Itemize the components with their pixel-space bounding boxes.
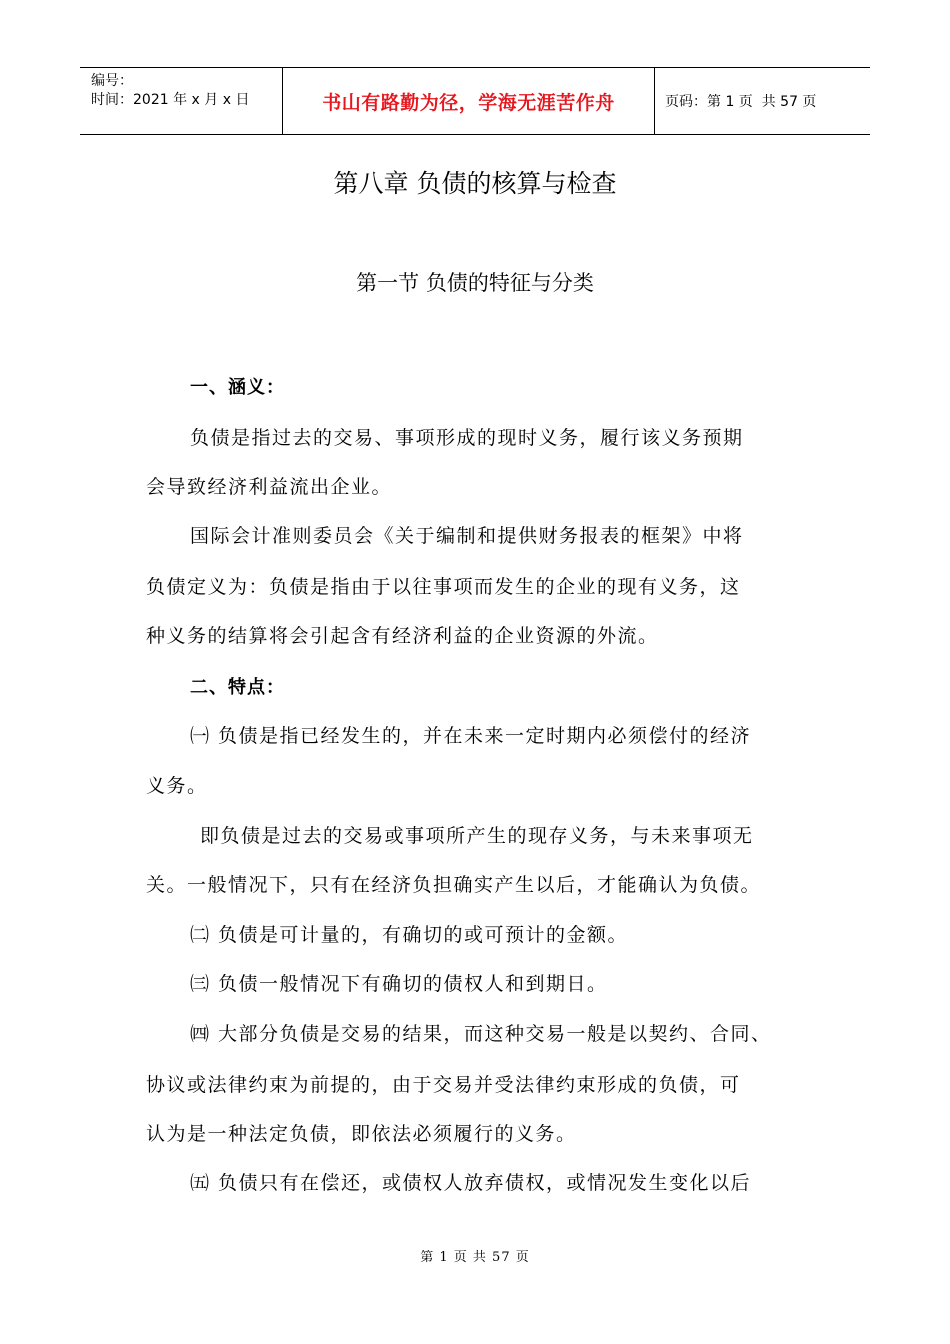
- list-item-line: 义务。: [146, 775, 208, 797]
- paragraph-line: 会导致经济利益流出企业。: [146, 476, 393, 498]
- header-date-label: 时间：2021 年 x 月 x 日: [91, 92, 250, 108]
- page-footer: 第 1 页 共 57 页: [420, 1250, 530, 1265]
- paragraph-line: 关。一般情况下，只有在经济负担确实产生以后，才能确认为负债。: [146, 874, 762, 896]
- paragraph-line: 负债是指过去的交易、事项形成的现时义务，履行该义务预期: [190, 427, 744, 449]
- document-header: [80, 67, 870, 135]
- list-item-line: ㈤ 负债只有在偿还，或债权人放弃债权，或情况发生变化以后: [190, 1172, 752, 1194]
- header-number-label: 编号：: [91, 73, 133, 89]
- paragraph-line: 种义务的结算将会引起含有经济利益的企业资源的外流。: [146, 625, 659, 647]
- list-item-line: ㈢ 负债一般情况下有确切的债权人和到期日。: [190, 973, 608, 995]
- paragraph-line: 国际会计准则委员会《关于编制和提供财务报表的框架》中将: [190, 525, 744, 547]
- heading-features: 二、特点：: [190, 677, 285, 698]
- list-item-line: ㈣ 大部分负债是交易的结果，而这种交易一般是以契约、合同、: [190, 1023, 772, 1045]
- heading-definition: 一、涵义：: [190, 377, 285, 398]
- header-meta: [80, 68, 283, 134]
- list-item-line: 认为是一种法定负债，即依法必须履行的义务。: [146, 1123, 577, 1145]
- chapter-title: 第八章 负债的核算与检查: [333, 169, 617, 198]
- list-item-line: ㈠ 负债是指已经发生的，并在未来一定时期内必须偿付的经济: [190, 725, 752, 747]
- header-page-info: [655, 68, 870, 134]
- list-item-line: ㈡ 负债是可计量的，有确切的或可预计的金额。: [190, 924, 629, 946]
- paragraph-line: 即负债是过去的交易或事项所产生的现存义务，与未来事项无: [200, 825, 754, 847]
- paragraph-line: 负债定义为：负债是指由于以往事项而发生的企业的现有义务，这: [146, 576, 741, 598]
- header-page-info-text: 页码：第 1 页 共 57 页: [665, 94, 817, 110]
- list-item-line: 协议或法律约束为前提的，由于交易并受法律约束形成的负债，可: [146, 1074, 741, 1096]
- section-title: 第一节 负债的特征与分类: [356, 271, 594, 295]
- header-motto: 书山有路勤为径，学海无涯苦作舟: [283, 68, 655, 134]
